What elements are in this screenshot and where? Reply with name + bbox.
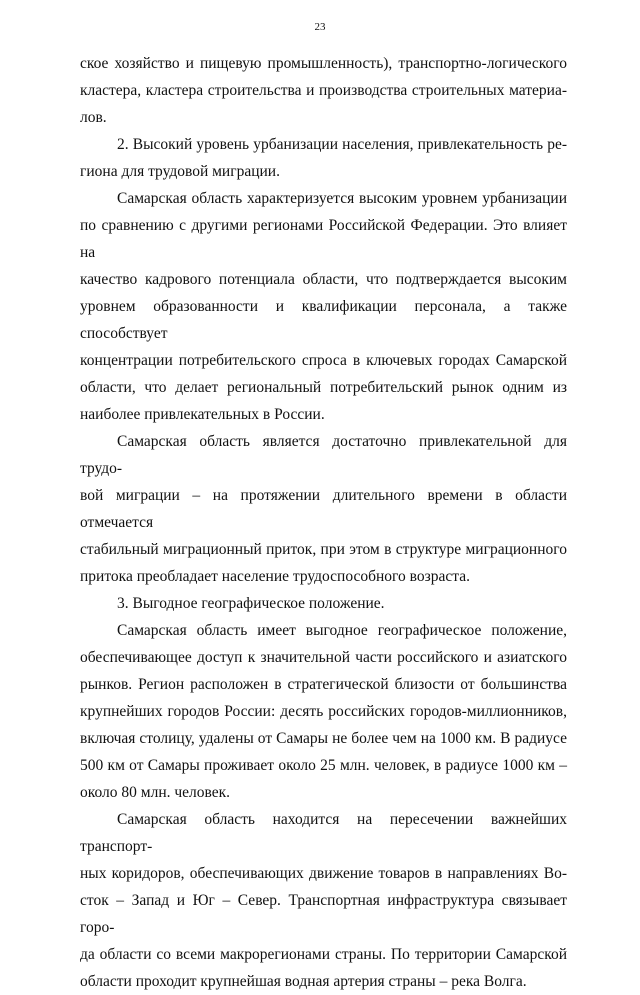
text-line: лов. [80, 109, 107, 126]
page-number: 23 [314, 21, 326, 33]
text-line: стабильный миграционный приток, при этом в структуре миграционного [80, 541, 567, 558]
text-line: 2. Высокий уровень урбанизации населения, привлекательность ре- [117, 136, 567, 153]
text-line: уровнем образованности и квалификации персонала, а также способствует [80, 298, 567, 342]
text-line: качество кадрового потенциала области, что подтверждается высоким [80, 271, 567, 288]
text-line: включая столицу, удалены от Самары не более чем на 1000 км. В радиусе [80, 730, 567, 747]
text-line: Самарская область находится на пересечении важнейших транспорт- [80, 811, 567, 855]
text-line: кластера, кластера строительства и производства строительных материа- [80, 82, 567, 99]
text-line: около 80 млн. человек. [80, 784, 231, 801]
text-line: Самарская область является достаточно привлекательной для трудо- [80, 433, 567, 477]
text-line: по сравнению с другими регионами Российской Федерации. Это влияет на [80, 217, 567, 261]
text-line: наиболее привлекательных в России. [80, 406, 325, 423]
text-line: 500 км от Самары проживает около 25 млн. человек, в радиусе 1000 км – [80, 757, 567, 774]
text-line: вой миграции – на протяжении длительного времени в области отмечается [80, 487, 567, 531]
body-text [80, 50, 567, 995]
text-line: крупнейших городов России: десять российских городов-миллионников, [80, 703, 567, 720]
text-line: концентрации потребительского спроса в ключевых городах Самарской [80, 352, 567, 369]
text-line: ское хозяйство и пищевую промышленность), транспортно-логического [80, 55, 567, 72]
text-line: обеспечивающее доступ к значительной части российского и азиатского [80, 649, 567, 666]
text-line: области проходит крупнейшая водная артерия страны – река Волга. [80, 973, 527, 990]
text-line: да области со всеми макрорегионами страны. По территории Самарской [80, 946, 567, 963]
text-line: ных коридоров, обеспечивающих движение товаров в направлениях Во- [80, 865, 567, 882]
text-line: рынков. Регион расположен в стратегической близости от большинства [80, 676, 567, 693]
text-line: 3. Выгодное географическое положение. [117, 595, 385, 612]
text-line: области, что делает региональный потребительский рынок одним из [80, 379, 567, 396]
text-line: притока преобладает население трудоспособного возраста. [80, 568, 470, 585]
text-line: Самарская область характеризуется высоким уровнем урбанизации [117, 190, 567, 207]
text-line: гиона для трудовой миграции. [80, 163, 280, 180]
text-line: Самарская область имеет выгодное географическое положение, [117, 622, 567, 639]
text-line: сток – Запад и Юг – Север. Транспортная инфраструктура связывает горо- [80, 892, 567, 936]
